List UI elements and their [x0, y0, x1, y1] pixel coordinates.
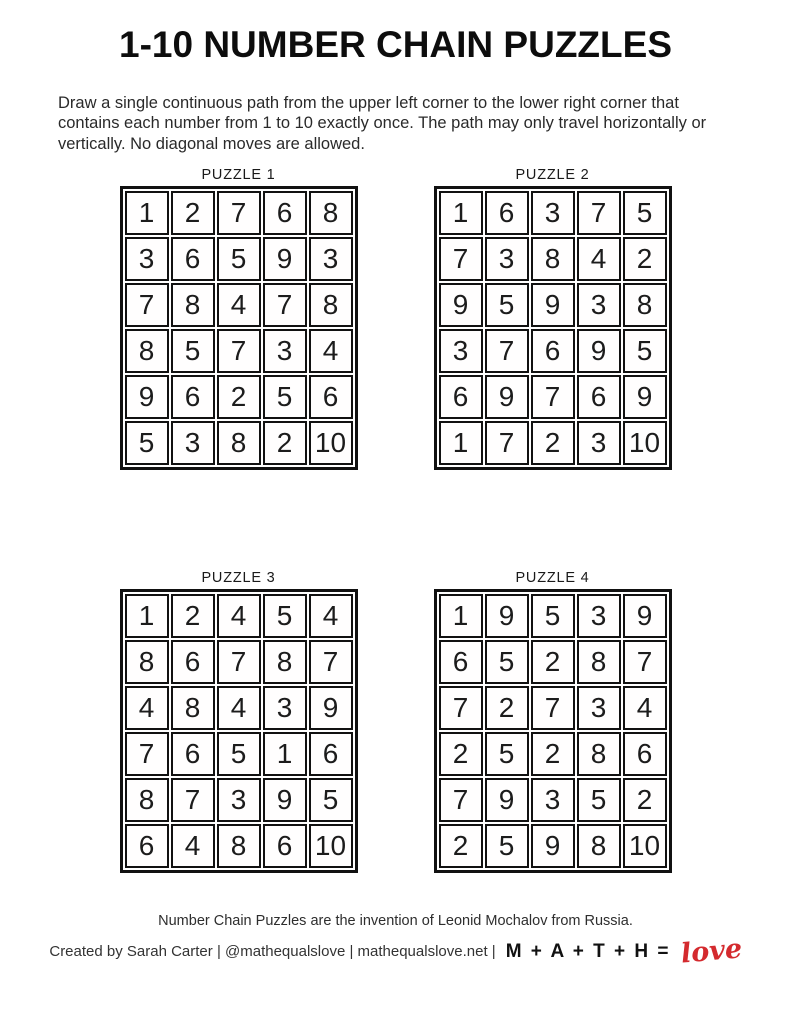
grid-cell: 1 [439, 594, 483, 638]
grid-row [439, 686, 667, 730]
grid-cell: 4 [125, 686, 169, 730]
grid-row [125, 824, 353, 868]
grid-cell: 5 [125, 421, 169, 465]
grid-cell: 6 [623, 732, 667, 776]
grid-cell: 4 [171, 824, 215, 868]
grid-cell: 6 [439, 640, 483, 684]
grid-cell: 4 [217, 594, 261, 638]
grid-cell: 4 [309, 329, 353, 373]
grid-cell: 8 [125, 640, 169, 684]
grid-cell: 2 [623, 778, 667, 822]
grid-cell: 9 [623, 375, 667, 419]
grid-cell: 6 [171, 237, 215, 281]
grid-row [439, 237, 667, 281]
grid-cell: 9 [485, 375, 529, 419]
grid-row [439, 283, 667, 327]
puzzle-2-grid [434, 186, 672, 470]
grid-cell: 1 [439, 191, 483, 235]
grid-row [439, 732, 667, 776]
grid-cell: 7 [171, 778, 215, 822]
grid-cell: 2 [171, 594, 215, 638]
grid-cell: 6 [309, 732, 353, 776]
grid-cell: 8 [577, 640, 621, 684]
grid-cell: 3 [309, 237, 353, 281]
grid-cell: 9 [263, 237, 307, 281]
grid-cell: 3 [531, 778, 575, 822]
grid-cell: 2 [531, 732, 575, 776]
grid-cell: 9 [485, 594, 529, 638]
grid-cell: 2 [623, 237, 667, 281]
grid-cell: 3 [125, 237, 169, 281]
grid-cell: 5 [217, 732, 261, 776]
grid-cell: 6 [263, 191, 307, 235]
grid-cell: 3 [263, 686, 307, 730]
grid-cell: 8 [577, 824, 621, 868]
grid-cell: 7 [217, 329, 261, 373]
grid-cell: 5 [309, 778, 353, 822]
grid-cell: 6 [485, 191, 529, 235]
grid-cell: 8 [263, 640, 307, 684]
grid-cell: 2 [531, 640, 575, 684]
puzzles-row-bottom [0, 570, 791, 873]
grid-cell: 6 [125, 824, 169, 868]
grid-cell: 3 [577, 686, 621, 730]
grid-row [439, 640, 667, 684]
grid-cell: 6 [171, 732, 215, 776]
puzzle-2 [434, 167, 672, 470]
grid-cell: 7 [623, 640, 667, 684]
grid-cell: 8 [217, 421, 261, 465]
grid-cell: 3 [577, 283, 621, 327]
grid-cell: 5 [485, 640, 529, 684]
grid-cell: 6 [531, 329, 575, 373]
credit-text: Created by Sarah Carter | @mathequalslove | mathequalslove.net | [49, 943, 496, 961]
grid-cell: 5 [217, 237, 261, 281]
grid-cell: 9 [125, 375, 169, 419]
grid-cell: 7 [217, 640, 261, 684]
grid-cell: 8 [217, 824, 261, 868]
grid-row [439, 375, 667, 419]
grid-cell: 2 [171, 191, 215, 235]
grid-cell: 7 [125, 283, 169, 327]
grid-cell: 2 [439, 732, 483, 776]
grid-cell: 9 [623, 594, 667, 638]
grid-cell: 6 [171, 375, 215, 419]
grid-cell: 9 [531, 283, 575, 327]
grid-cell: 4 [217, 283, 261, 327]
puzzle-1-title: PUZZLE 1 [201, 166, 276, 183]
grid-cell: 8 [171, 283, 215, 327]
puzzle-3-title: PUZZLE 3 [201, 569, 276, 586]
grid-cell: 8 [577, 732, 621, 776]
grid-row [125, 778, 353, 822]
grid-cell: 7 [577, 191, 621, 235]
grid-cell: 7 [439, 237, 483, 281]
puzzle-4-grid [434, 589, 672, 873]
instructions-text: Draw a single continuous path from the upper left corner to the lower right corner that contains each number from 1 to 10 exactly once. The path may only travel horizontally or vertically. No diagonal moves are allowed. [58, 94, 707, 153]
grid-cell: 4 [217, 686, 261, 730]
grid-cell: 5 [485, 824, 529, 868]
attribution-text: Number Chain Puzzles are the invention of Leonid Mochalov from Russia. [158, 912, 633, 929]
grid-cell: 4 [577, 237, 621, 281]
grid-row [125, 329, 353, 373]
puzzle-3 [120, 570, 358, 873]
grid-cell: 3 [577, 594, 621, 638]
grid-row [125, 421, 353, 465]
grid-cell: 2 [263, 421, 307, 465]
grid-cell: 3 [171, 421, 215, 465]
grid-cell: 2 [439, 824, 483, 868]
grid-cell: 5 [623, 191, 667, 235]
grid-cell: 2 [217, 375, 261, 419]
grid-cell: 1 [125, 594, 169, 638]
grid-cell: 6 [439, 375, 483, 419]
grid-cell: 7 [125, 732, 169, 776]
grid-cell: 9 [263, 778, 307, 822]
grid-cell: 3 [217, 778, 261, 822]
grid-cell: 5 [623, 329, 667, 373]
grid-cell: 8 [531, 237, 575, 281]
puzzle-1-grid [120, 186, 358, 470]
puzzle-1 [120, 167, 358, 470]
grid-row [125, 375, 353, 419]
grid-cell: 7 [263, 283, 307, 327]
grid-cell: 5 [263, 375, 307, 419]
grid-row [125, 237, 353, 281]
grid-row [125, 283, 353, 327]
grid-cell: 6 [577, 375, 621, 419]
grid-cell: 7 [485, 329, 529, 373]
grid-row [125, 191, 353, 235]
grid-cell: 7 [531, 686, 575, 730]
grid-cell: 7 [439, 686, 483, 730]
grid-cell: 6 [263, 824, 307, 868]
grid-cell: 6 [171, 640, 215, 684]
puzzle-4-title: PUZZLE 4 [515, 569, 590, 586]
grid-cell: 2 [531, 421, 575, 465]
grid-cell: 1 [263, 732, 307, 776]
puzzle-4 [434, 570, 672, 873]
grid-cell: 10 [309, 824, 353, 868]
grid-row [439, 329, 667, 373]
grid-cell: 3 [439, 329, 483, 373]
grid-cell: 10 [309, 421, 353, 465]
grid-cell: 7 [217, 191, 261, 235]
grid-cell: 7 [485, 421, 529, 465]
page-title: 1-10 NUMBER CHAIN PUZZLES [119, 24, 672, 65]
grid-cell: 3 [531, 191, 575, 235]
grid-cell: 10 [623, 824, 667, 868]
grid-cell: 8 [309, 191, 353, 235]
math-equals-love-logo: M + A + T + H = [505, 940, 671, 962]
grid-row [439, 824, 667, 868]
grid-cell: 9 [531, 824, 575, 868]
grid-cell: 9 [577, 329, 621, 373]
grid-row [439, 778, 667, 822]
grid-cell: 9 [309, 686, 353, 730]
love-script-logo: love [679, 933, 743, 970]
puzzle-3-grid [120, 589, 358, 873]
grid-cell: 3 [263, 329, 307, 373]
grid-row [439, 421, 667, 465]
grid-row [125, 686, 353, 730]
grid-row [125, 640, 353, 684]
grid-row [439, 191, 667, 235]
grid-cell: 7 [531, 375, 575, 419]
grid-cell: 4 [623, 686, 667, 730]
grid-cell: 1 [125, 191, 169, 235]
grid-cell: 9 [485, 778, 529, 822]
grid-cell: 10 [623, 421, 667, 465]
grid-cell: 3 [485, 237, 529, 281]
grid-cell: 3 [577, 421, 621, 465]
grid-cell: 2 [485, 686, 529, 730]
grid-cell: 9 [439, 283, 483, 327]
credit-line [0, 933, 791, 970]
grid-row [439, 594, 667, 638]
puzzle-2-title: PUZZLE 2 [515, 166, 590, 183]
grid-cell: 7 [439, 778, 483, 822]
grid-cell: 5 [171, 329, 215, 373]
grid-cell: 5 [485, 732, 529, 776]
grid-cell: 5 [485, 283, 529, 327]
grid-cell: 7 [309, 640, 353, 684]
grid-cell: 5 [263, 594, 307, 638]
grid-cell: 8 [309, 283, 353, 327]
grid-cell: 8 [125, 329, 169, 373]
grid-row [125, 732, 353, 776]
grid-cell: 8 [623, 283, 667, 327]
grid-cell: 8 [171, 686, 215, 730]
grid-cell: 5 [531, 594, 575, 638]
grid-row [125, 594, 353, 638]
grid-cell: 1 [439, 421, 483, 465]
grid-cell: 5 [577, 778, 621, 822]
puzzles-row-top [0, 167, 791, 470]
grid-cell: 4 [309, 594, 353, 638]
grid-cell: 8 [125, 778, 169, 822]
grid-cell: 6 [309, 375, 353, 419]
